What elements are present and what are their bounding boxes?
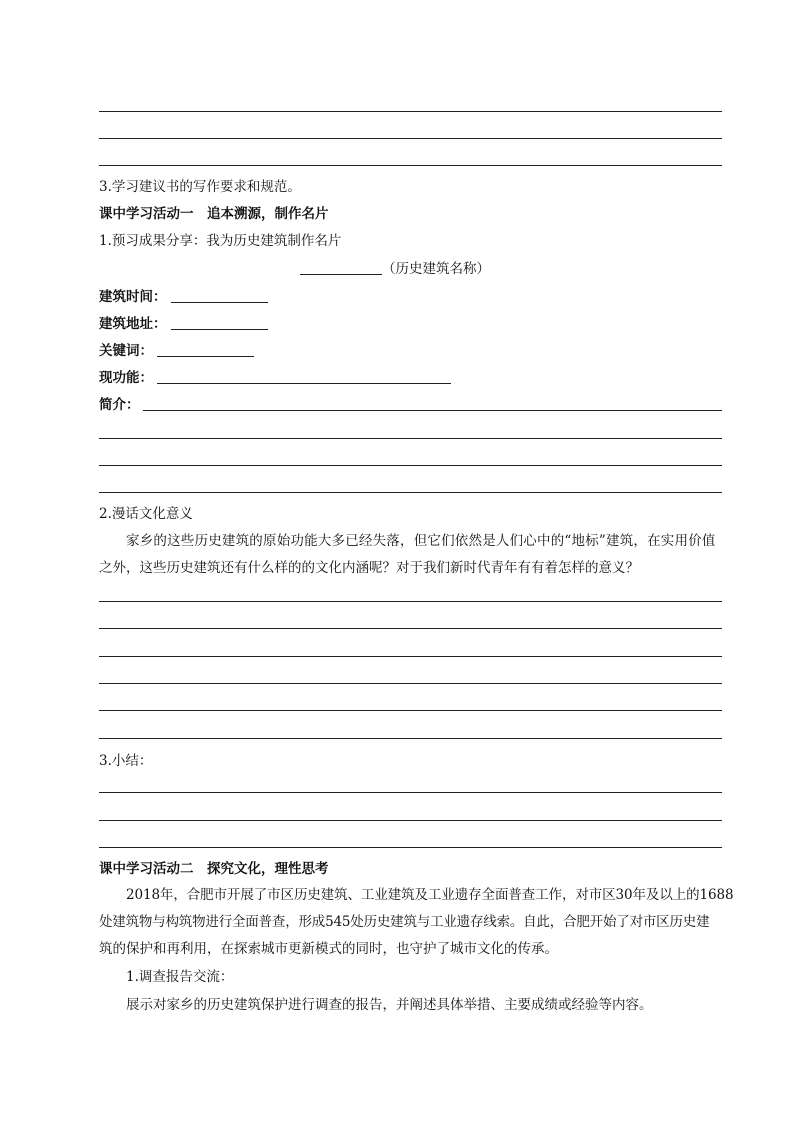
activity2-item1: 1.调查报告交流：	[126, 969, 234, 985]
answer-line[interactable]	[99, 738, 722, 739]
field-input-address[interactable]	[171, 329, 268, 330]
field-label-time: 建筑时间：	[99, 289, 167, 305]
field-input-function[interactable]	[157, 383, 451, 384]
answer-line[interactable]	[99, 165, 722, 166]
activity2-para-line2: 处建筑物与构筑物进行全面普查，形成545处历史建筑与工业遗存线索。自此，合肥开始了对市区历史建	[99, 914, 710, 930]
field-label-keywords: 关键词：	[99, 343, 153, 359]
activity2-para-line1: 2018年，合肥市开展了市区历史建筑、工业建筑及工业遗存全面普查工作，对市区30年及以上的1688	[126, 887, 734, 903]
answer-line[interactable]	[99, 847, 722, 848]
activity2-title: 课中学习活动二 探究文化，理性思考	[99, 861, 329, 877]
field-input-time[interactable]	[171, 302, 268, 303]
field-input-intro[interactable]	[143, 410, 722, 411]
answer-line[interactable]	[99, 710, 722, 711]
answer-line[interactable]	[99, 683, 722, 684]
answer-line[interactable]	[99, 628, 722, 629]
field-input-keywords[interactable]	[157, 356, 254, 357]
activity1-item1: 1.预习成果分享：我为历史建筑制作名片	[99, 233, 342, 249]
activity1-item2: 2.漫话文化意义	[99, 506, 193, 522]
building-name-blank[interactable]	[300, 274, 382, 275]
field-label-intro: 简介：	[99, 397, 140, 413]
answer-line[interactable]	[99, 492, 722, 493]
answer-line[interactable]	[99, 111, 722, 112]
activity1-title: 课中学习活动一 追本溯源，制作名片	[99, 206, 329, 222]
answer-line[interactable]	[99, 792, 722, 793]
activity2-para-line3: 筑的保护和再利用，在探索城市更新模式的同时，也守护了城市文化的传承。	[99, 941, 558, 957]
answer-line[interactable]	[99, 138, 722, 139]
answer-line[interactable]	[99, 465, 722, 466]
answer-line[interactable]	[99, 820, 722, 821]
activity2-item1-text: 展示对家乡的历史建筑保护进行调查的报告，并阐述具体举措、主要成绩或经验等内容。	[126, 997, 653, 1013]
field-label-function: 现功能：	[99, 370, 153, 386]
answer-line[interactable]	[99, 601, 722, 602]
activity1-item2-text-line2: 之外，这些历史建筑还有什么样的的文化内涵呢？对于我们新时代青年有有着怎样的意义？	[99, 560, 639, 576]
activity1-item3: 3.小结：	[99, 753, 153, 769]
writing-item-3: 3.学习建议书的写作要求和规范。	[99, 179, 301, 195]
field-label-address: 建筑地址：	[99, 316, 167, 332]
building-name-hint: （历史建筑名称）	[382, 261, 490, 277]
activity1-item2-text-line1: 家乡的这些历史建筑的原始功能大多已经失落，但它们依然是人们心中的“地标”建筑，在实用价值	[126, 533, 716, 549]
answer-line[interactable]	[99, 656, 722, 657]
answer-line[interactable]	[99, 438, 722, 439]
